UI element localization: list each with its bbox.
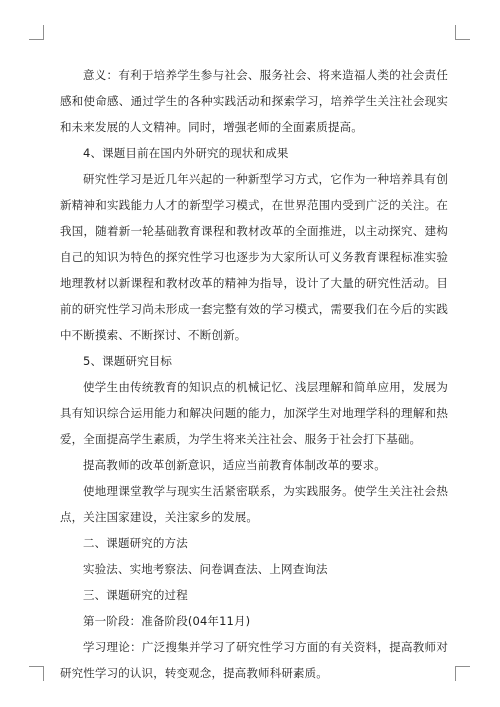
- crop-mark-top-right: [455, 25, 470, 40]
- heading-research-status: 4、课题目前在国内外研究的现状和成果: [83, 146, 289, 160]
- heading-research-methods: 二、课题研究的方法: [83, 536, 188, 550]
- heading-research-goals: 5、课题研究目标: [83, 354, 173, 368]
- crop-mark-top-left: [29, 25, 44, 40]
- heading-research-process: 三、课题研究的过程: [83, 588, 188, 602]
- paragraph-stage-one: 第一阶段：准备阶段(04年11月): [83, 614, 251, 628]
- crop-mark-bottom-right: [455, 666, 470, 681]
- paragraph-goal-teachers: 提高教师的改革创新意识，适应当前教育体制改革的要求。: [83, 458, 386, 472]
- paragraph-research-status: 研究性学习是近几年兴起的一种新型学习方式，它作为一种培养具有创新精神和实践能力人才的新型学习模式，在世界范围内受到广泛的关注。在我国，随着新一轮基础教育课程和教材改革的全面推进，以主动探究、建构自己的知识为特色的探究性学习也逐步为大家所认可义务教育课程标准实验地理教材以新课程和教材改革的精神为指导，设计了大量的研究性活动。目前的研究性学习尚未形成一套完整有效的学习模式，需要我们在今后的实践中不断摸索、不断探讨、不断创新。: [60, 172, 448, 342]
- paragraph-research-methods: 实验法、实地考察法、问卷调查法、上网查询法: [83, 562, 328, 576]
- paragraph-learning-theory: 学习理论：广泛搜集并学习了研究性学习方面的有关资料，提高教师对研究性学习的认识，转变观念，提高教师科研素质。: [60, 640, 448, 680]
- paragraph-goal-students: 使学生由传统教育的知识点的机械记忆、浅层理解和简单应用，发展为具有知识综合运用能力和解决问题的能力，加深学生对地理学科的理解和热爱，全面提高学生素质，为学生将来关注社会、服务于社会打下基础。: [60, 380, 448, 446]
- document-body: [60, 62, 448, 686]
- paragraph-significance: 意义：有利于培养学生参与社会、服务社会、将来造福人类的社会责任感和使命感、通过学生的各种实践活动和探索学习，培养学生关注社会现实和未来发展的人文精神。同时，增强老师的全面素质提高。: [60, 68, 448, 134]
- paragraph-goal-classroom: 使地理课堂教学与现实生活紧密联系，为实践服务。使学生关注社会热点，关注国家建设，关注家乡的发展。: [60, 484, 448, 524]
- crop-mark-bottom-left: [29, 666, 44, 681]
